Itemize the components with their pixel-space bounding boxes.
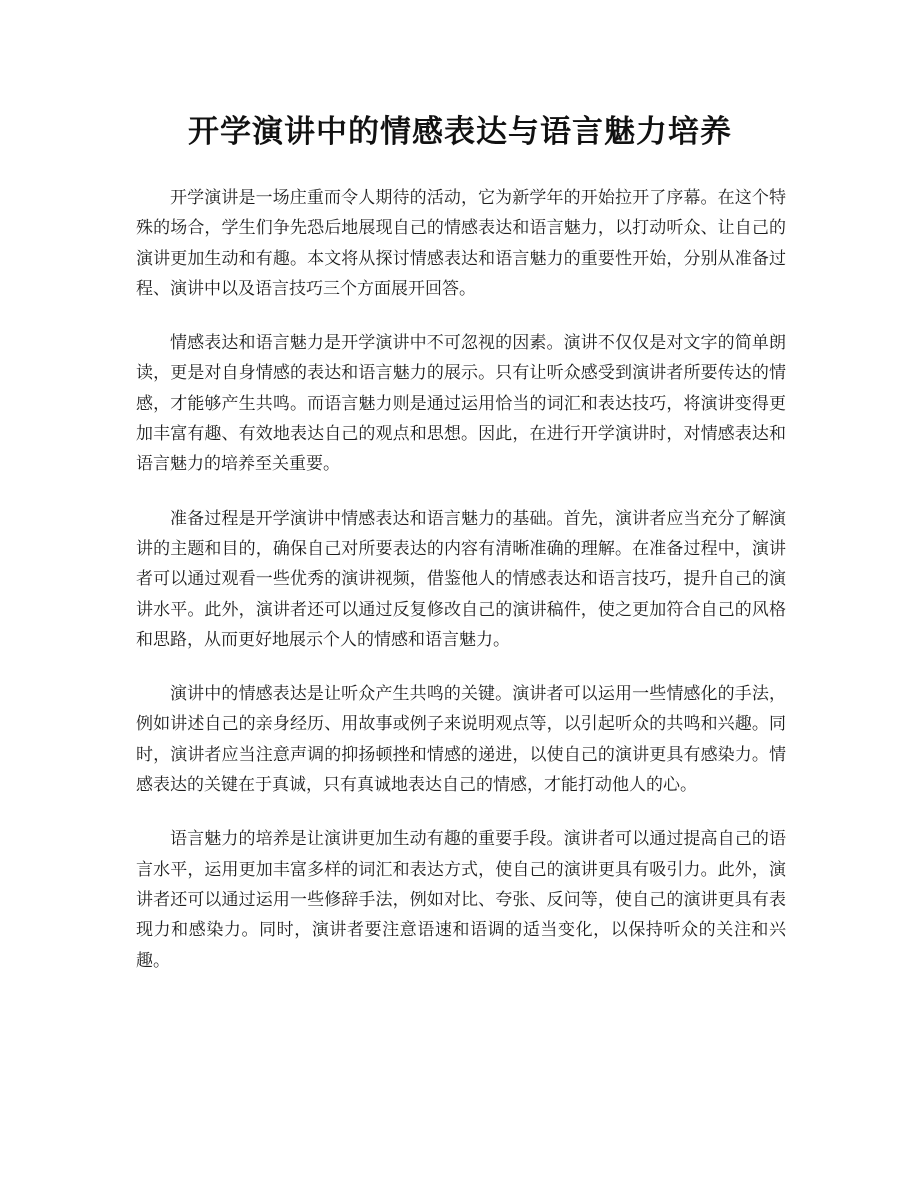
paragraph-1: 开学演讲是一场庄重而令人期待的活动，它为新学年的开始拉开了序幕。在这个特殊的场合，学生们争先恐后地展现自己的情感表达和语言魅力，以打动听众、让自己的演讲更加生动和有趣。本文将从探讨情感表达和语言魅力的重要性开始，分别从准备过程、演讲中以及语言技巧三个方面展开回答。 (136, 188, 786, 299)
paragraph-5: 语言魅力的培养是让演讲更加生动有趣的重要手段。演讲者可以通过提高自己的语言水平，运用更加丰富多样的词汇和表达方式，使自己的演讲更具有吸引力。此外，演讲者还可以通过运用一些修辞手法，例如对比、夸张、反问等，使自己的演讲更具有表现力和感染力。同时，演讲者要注意语速和语调的适当变化，以保持听众的关注和兴趣。 (136, 829, 786, 971)
document-body (136, 183, 786, 1000)
document-title: 开学演讲中的情感表达与语言魅力培养 (188, 114, 732, 150)
paragraph-4: 演讲中的情感表达是让听众产生共鸣的关键。演讲者可以运用一些情感化的手法，例如讲述自己的亲身经历、用故事或例子来说明观点等，以引起听众的共鸣和兴趣。同时，演讲者应当注意声调的抑扬顿挫和情感的递进，以使自己的演讲更具有感染力。情感表达的关键在于真诚，只有真诚地表达自己的情感，才能打动他人的心。 (136, 684, 786, 796)
paragraph-3: 准备过程是开学演讲中情感表达和语言魅力的基础。首先，演讲者应当充分了解演讲的主题和目的，确保自己对所要表达的内容有清晰准确的理解。在准备过程中，演讲者可以通过观看一些优秀的演讲视频，借鉴他人的情感表达和语言技巧，提升自己的演讲水平。此外，演讲者还可以通过反复修改自己的演讲稿件，使之更加符合自己的风格和思路，从而更好地展示个人的情感和语言魅力。 (136, 508, 786, 650)
paragraph-2: 情感表达和语言魅力是开学演讲中不可忽视的因素。演讲不仅仅是对文字的简单朗读，更是对自身情感的表达和语言魅力的展示。只有让听众感受到演讲者所要传达的情感，才能够产生共鸣。而语言魅力则是通过运用恰当的词汇和表达技巧，将演讲变得更加丰富有趣、有效地表达自己的观点和思想。因此，在进行开学演讲时，对情感表达和语言魅力的培养至关重要。 (136, 333, 786, 475)
